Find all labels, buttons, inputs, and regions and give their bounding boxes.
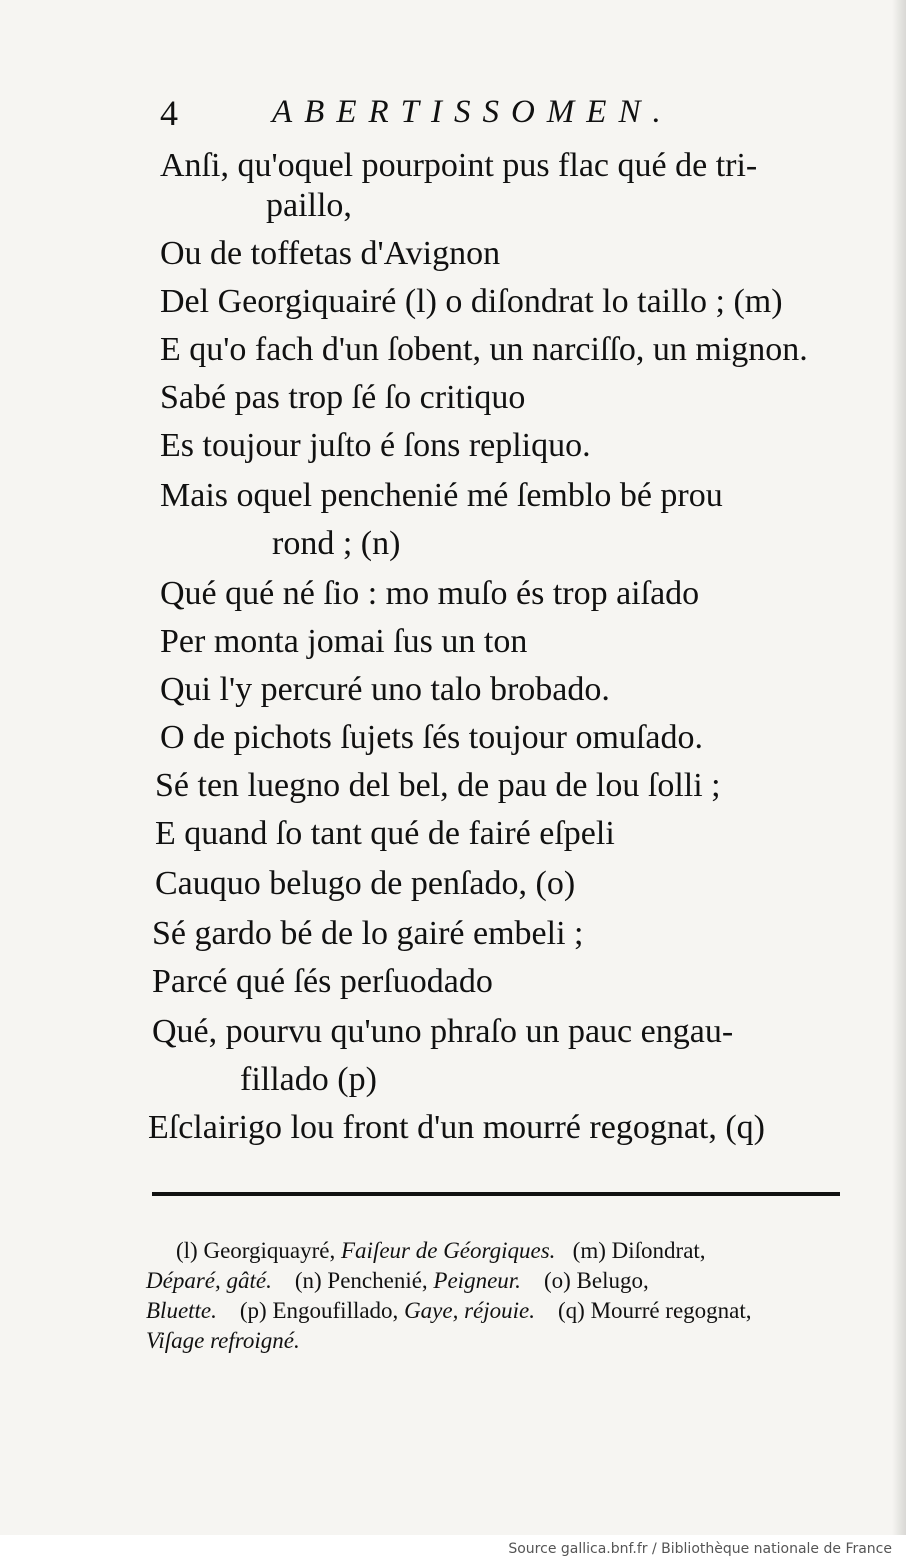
footnote-line <box>176 1236 706 1266</box>
footnote-l-gloss: Faiſeur de Géorgiques. <box>341 1238 556 1263</box>
footnote-rule <box>152 1192 840 1196</box>
verse-line: E quand ſo tant qué de fairé eſpeli <box>155 815 615 852</box>
footnote-o-mark: (o) <box>543 1268 571 1293</box>
footnote-p-term: Engoufillado, <box>272 1298 399 1323</box>
footnote-q-gloss: Viſage refroigné. <box>146 1328 300 1353</box>
footnote-m-term: Diſondrat, <box>611 1238 706 1263</box>
footnote-q-term: Mourré regognat, <box>590 1298 752 1323</box>
verse-line: Cauquo belugo de penſado, (o) <box>155 865 576 902</box>
page-edge-shadow <box>892 0 906 1535</box>
verse-line: E qu'o fach d'un ſobent, un narciſſo, un mignon. <box>160 331 808 368</box>
verse-line: Del Georgiquairé (l) o diſondrat lo taillo ; (m) <box>160 283 783 320</box>
source-credit: Source gallica.bnf.fr / Bibliothèque nationale de France <box>508 1541 892 1557</box>
footnote-l-term: Georgiquayré, <box>203 1238 336 1263</box>
footnote-m-gloss: Déparé, gâté. <box>146 1268 272 1293</box>
verse-line: Qué qué né ſio : mo muſo és trop aiſado <box>160 575 700 612</box>
footnote-line <box>146 1296 752 1326</box>
footnote-p-gloss: Gaye, réjouie. <box>404 1298 535 1323</box>
verse-line: Qué, pourvu qu'uno phraſo un pauc engau- <box>152 1013 734 1050</box>
verse-line: Qui l'y percuré uno talo brobado. <box>160 671 610 708</box>
verse-line: Sé ten luegno del bel, de pau de lou ſolli ; <box>155 767 721 804</box>
footnote-p-mark: (p) <box>239 1298 267 1323</box>
running-title: ABERTISSOMEN. <box>272 94 673 130</box>
verse-line: Mais oquel penchenié mé ſemblo bé prou <box>160 477 723 514</box>
footnote-o-term: Belugo, <box>576 1268 649 1293</box>
verse-line: Ou de toffetas d'Avignon <box>160 235 501 272</box>
verse-line: Sé gardo bé de lo gairé embeli ; <box>152 915 584 952</box>
verse-line: rond ; (n) <box>272 525 401 562</box>
verse-line: paillo, <box>266 187 352 224</box>
footnote-line <box>146 1266 649 1296</box>
footnote-n-term: Penchenié, <box>327 1268 428 1293</box>
page-header <box>160 92 860 142</box>
footnote-n-mark: (n) <box>294 1268 322 1293</box>
verse-line: Parcé qué ſés perſuodado <box>152 963 493 1000</box>
footnote-m-mark: (m) <box>572 1238 606 1263</box>
verse-line: O de pichots ſujets ſés toujour omuſado. <box>160 719 703 756</box>
verse-line: Es toujour juſto é ſons repliquo. <box>160 427 591 464</box>
verse-line: Eſclairigo lou front d'un mourré regognat, (q) <box>148 1109 765 1146</box>
footnote-o-gloss: Bluette. <box>146 1298 217 1323</box>
verse-line: Anſi, qu'oquel pourpoint pus flac qué de tri- <box>160 147 758 184</box>
footnote-q-mark: (q) <box>558 1298 585 1323</box>
footnote-n-gloss: Peigneur. <box>433 1268 521 1293</box>
page-number: 4 <box>160 93 178 133</box>
verse-line: Sabé pas trop ſé ſo critiquo <box>160 379 526 416</box>
verse-line: Per monta jomai ſus un ton <box>160 623 528 660</box>
footnote-line <box>146 1326 300 1356</box>
verse-line: fillado (p) <box>240 1061 377 1098</box>
footnote-l-mark: (l) <box>176 1238 198 1263</box>
